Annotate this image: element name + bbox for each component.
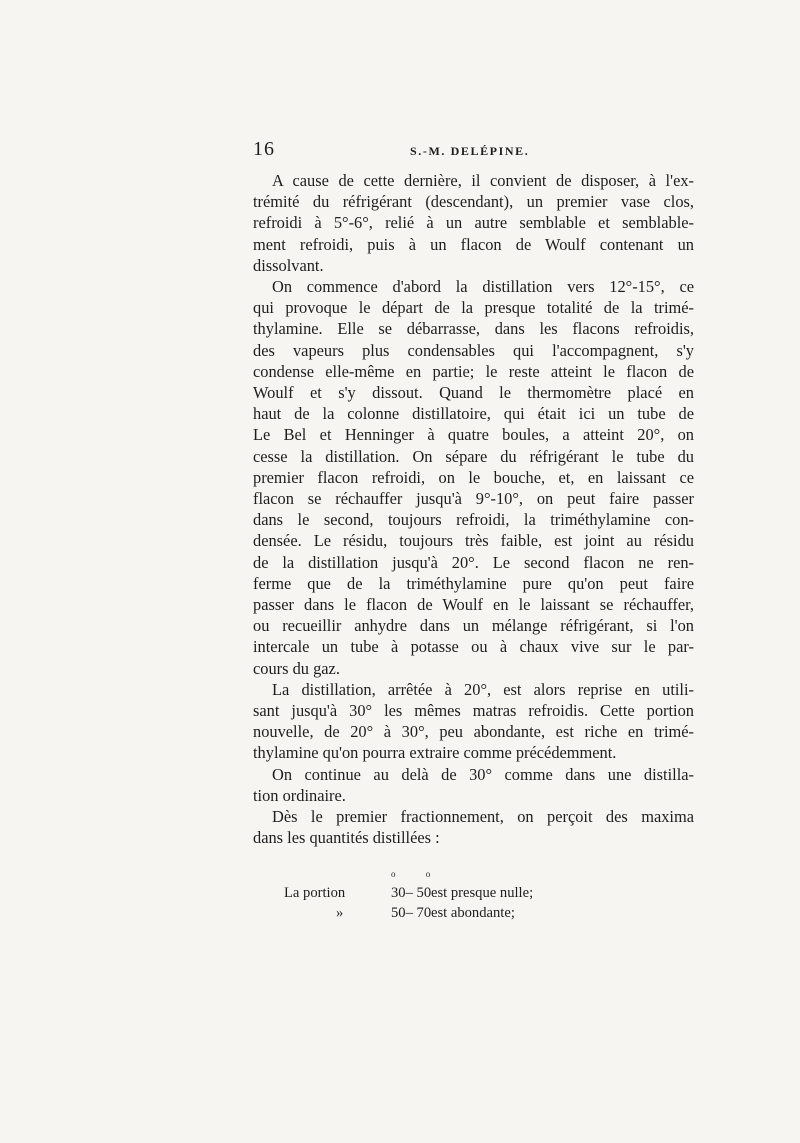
text-line: dissolvant. bbox=[253, 255, 324, 275]
text-line: intercale un tube à potasse ou à chaux vive sur le par- bbox=[253, 637, 694, 657]
text-line: ferme que de la triméthylamine pure qu'on peut faire bbox=[253, 573, 694, 593]
page-number: 16 bbox=[253, 138, 275, 160]
text-line: sant jusqu'à 30° les mêmes matras refroidis. Cette portion bbox=[253, 701, 694, 721]
text-line: condense elle-même en partie; le reste atteint le flacon de bbox=[253, 361, 694, 381]
text-line: trémité du réfrigérant (descendant), un premier vase clos, bbox=[253, 192, 694, 212]
text-line: On continue au delà de 30° comme dans une distilla- bbox=[272, 764, 694, 784]
row-label: La portion bbox=[284, 885, 346, 901]
paragraph bbox=[253, 170, 694, 276]
degree-marks: o o bbox=[391, 869, 445, 879]
paragraph bbox=[253, 276, 694, 679]
text-line: qui provoque le départ de la presque totalité de la trimé- bbox=[253, 298, 694, 318]
text-line: tion ordinaire. bbox=[253, 785, 346, 805]
text-line: Le Bel et Henninger à quatre boules, a atteint 20°, on bbox=[253, 425, 694, 445]
text-line: refroidi à 5°-6°, relié à un autre semblable et semblable- bbox=[253, 213, 694, 233]
text-line: passer dans le flacon de Woulf en le laissant se réchauffer, bbox=[253, 595, 694, 615]
row-range: 30– 50 bbox=[391, 885, 432, 901]
text-line: On commence d'abord la distillation vers 12°-15°, ce bbox=[272, 277, 694, 297]
running-head: S.-M. DELÉPINE. bbox=[410, 144, 530, 158]
text-line: ment refroidi, puis à un flacon de Woulf contenant un bbox=[253, 234, 694, 254]
text-line: thylamine qu'on pourra extraire comme précédemment. bbox=[253, 743, 617, 763]
text-line: dans le second, toujours refroidi, la triméthylamine con- bbox=[253, 510, 694, 530]
page-header bbox=[253, 138, 693, 164]
row-label: » bbox=[336, 905, 344, 921]
row-result: est presque nulle; bbox=[431, 885, 534, 901]
text-line: A cause de cette dernière, il convient de disposer, à l'ex- bbox=[272, 171, 694, 190]
text-line: thylamine. Elle se débarrasse, dans les flacons refroidis, bbox=[253, 319, 694, 339]
table-row bbox=[284, 895, 604, 921]
table-row bbox=[284, 875, 604, 901]
paragraph bbox=[253, 679, 694, 764]
text-line: Dès le premier fractionnement, on perçoit des maxima bbox=[272, 807, 694, 827]
text-line: de la distillation jusqu'à 20°. Le second flacon ne ren- bbox=[253, 552, 694, 572]
row-result: est abondante; bbox=[431, 905, 515, 921]
text-line: des vapeurs plus condensables qui l'accompagnent, s'y bbox=[253, 340, 694, 360]
text-line: cours du gaz. bbox=[253, 658, 340, 678]
paragraph bbox=[253, 764, 694, 806]
text-line: ou recueillir anhydre dans un mélange réfrigérant, si l'on bbox=[253, 616, 694, 636]
text-line: premier flacon refroidi, on le bouche, et, en laissant ce bbox=[253, 467, 694, 487]
text-line: dans les quantités distillées : bbox=[253, 828, 440, 848]
text-line: densée. Le résidu, toujours très faible, est joint au résidu bbox=[253, 531, 694, 551]
text-line: flacon se réchauffer jusqu'à 9°-10°, on peut faire passer bbox=[253, 489, 694, 509]
text-line: cesse la distillation. On sépare du réfrigérant le tube du bbox=[253, 446, 694, 466]
row-range: 50– 70 bbox=[391, 905, 432, 921]
text-line: nouvelle, de 20° à 30°, peu abondante, est riche en trimé- bbox=[253, 722, 694, 742]
text-line: haut de la colonne distillatoire, qui était ici un tube de bbox=[253, 404, 694, 424]
paragraph bbox=[253, 806, 694, 848]
text-line: Woulf et s'y dissout. Quand le thermomètre placé en bbox=[253, 383, 694, 403]
fraction-table bbox=[284, 869, 604, 921]
text-line: La distillation, arrêtée à 20°, est alors reprise en utili- bbox=[272, 679, 694, 699]
body-text bbox=[253, 170, 694, 849]
